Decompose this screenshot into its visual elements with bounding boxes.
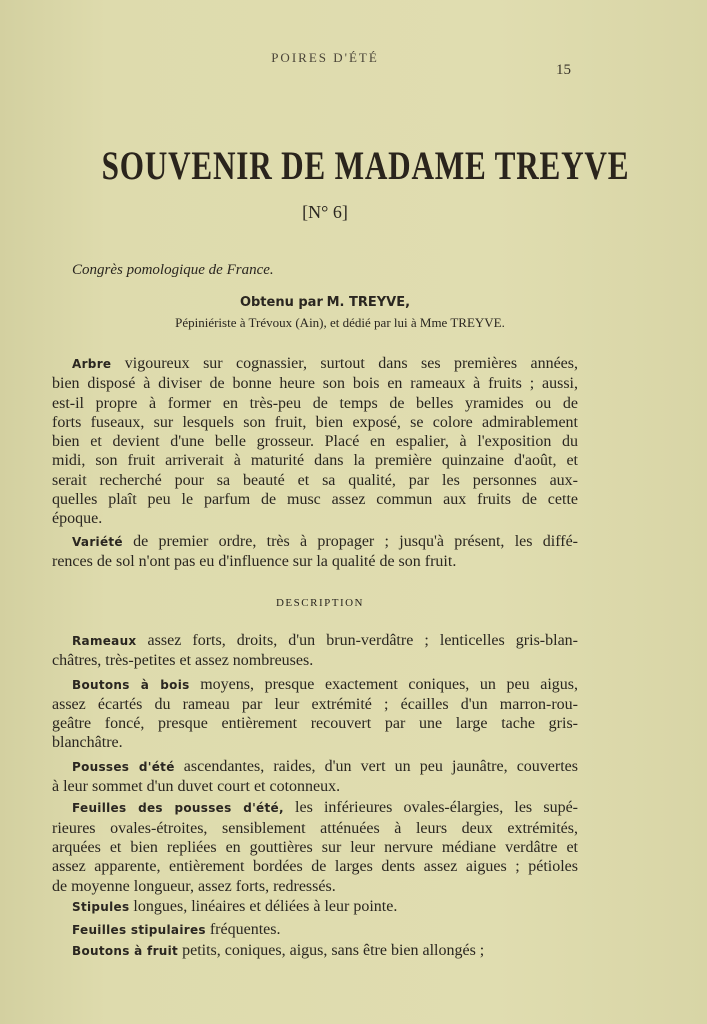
line-text: assez écartés du rameau par leur extrémité ; écailles d'un marron-rou- — [52, 695, 578, 713]
line-text: serait recherché pour sa beauté et sa qualité, par les personnes aux- — [52, 471, 578, 489]
line-text: les inférieures ovales-élargies, les supé- — [295, 799, 578, 817]
text-line — [52, 451, 578, 470]
line-text: assez apparente, entièrement bordées de larges dents assez aigues ; pétioles — [52, 858, 578, 876]
intro-section — [52, 354, 578, 574]
text-line — [52, 897, 578, 917]
lead-term: Feuilles stipulaires — [72, 923, 206, 938]
text-line — [52, 651, 578, 670]
line-text: fréquentes. — [209, 921, 281, 939]
paragraph — [52, 532, 578, 572]
text-line — [52, 920, 578, 940]
line-text: de moyenne longueur, assez forts, redressés. — [52, 877, 336, 895]
paragraph — [52, 920, 578, 940]
lead-term: Pousses d'été — [72, 759, 175, 774]
lead-term: Variété — [72, 534, 123, 549]
line-text: à leur sommet d'un duvet court et cotonneux. — [52, 778, 341, 796]
text-line — [52, 838, 578, 857]
dedication-line: Pépiniériste à Trévoux (Ain), et dédié par lui à Mme TREYVE. — [175, 315, 505, 330]
line-text: ascendantes, raides, d'un vert un peu jaunâtre, couvertes — [183, 757, 579, 775]
line-text: rieures ovales-étroites, sensiblement atténuées à leurs deux extrémités, — [52, 819, 578, 837]
source-line: Congrès pomologique de France. — [72, 262, 274, 278]
description-heading: DESCRIPTION — [275, 597, 364, 609]
line-text: geâtre foncé, presque entièrement recouvert par une large tache gris- — [52, 715, 578, 733]
running-head: POIRES D'ÉTÉ — [271, 50, 379, 65]
text-line — [52, 757, 578, 777]
paragraph — [52, 798, 578, 895]
paragraph — [52, 354, 578, 529]
obtained-prefix: Obtenu par — [239, 295, 323, 310]
description-section — [52, 631, 578, 965]
lead-term: Boutons à fruit — [72, 944, 179, 959]
text-line — [52, 413, 578, 432]
text-line — [52, 941, 578, 961]
line-text: blanchâtre. — [52, 734, 123, 752]
line-text: est-il propre à former en très-peu de temps de belles yramides ou de — [52, 394, 578, 412]
text-line — [52, 354, 578, 374]
line-text: longues, linéaires et déliées à leur pointe. — [133, 897, 398, 915]
text-line — [52, 819, 578, 838]
line-text: bien disposé à diviser de bonne heure son bois en rameaux à fruits ; aussi, — [52, 375, 578, 393]
lead-term: Boutons à bois — [72, 677, 190, 692]
paragraph — [52, 941, 578, 961]
text-line — [52, 532, 578, 552]
text-line — [52, 777, 578, 796]
text-line — [52, 695, 578, 714]
text-line — [52, 675, 578, 695]
paragraph — [52, 675, 578, 753]
text-line — [52, 733, 578, 752]
lead-term: Feuilles des pousses d'été, — [72, 801, 284, 816]
text-line — [52, 798, 578, 818]
obtained-line — [0, 294, 650, 311]
line-text: quelles plaît peu le parfum de musc assez commun aux fruits de cette — [52, 491, 578, 509]
text-line — [52, 374, 578, 393]
text-line — [52, 509, 578, 528]
line-text: châtres, très-petites et assez nombreuses. — [52, 652, 314, 670]
line-text: bien et devient d'une belle grosseur. Placé en espalier, à l'exposition du — [52, 433, 578, 451]
text-line — [52, 877, 578, 896]
paragraph — [52, 757, 578, 797]
line-text: de premier ordre, très à propager ; jusqu'à présent, les diffé- — [133, 532, 579, 550]
lead-term: Rameaux — [72, 634, 137, 648]
text-line — [52, 857, 578, 876]
paragraph — [52, 631, 578, 671]
text-line — [52, 471, 578, 490]
text-line — [52, 631, 578, 651]
text-line — [52, 714, 578, 733]
variety-number: [N° 6] — [302, 202, 348, 222]
line-text: petits, coniques, aigus, sans être bien allongés ; — [182, 942, 485, 960]
line-text: époque. — [52, 510, 103, 528]
text-line — [52, 490, 578, 509]
page-number: 15 — [556, 62, 571, 78]
text-line — [52, 432, 578, 451]
paragraph — [52, 897, 578, 917]
text-line — [52, 394, 578, 413]
text-line — [52, 552, 578, 571]
lead-term: Arbre — [72, 357, 112, 371]
line-text: moyens, presque exactement coniques, un peu aigus, — [200, 675, 579, 693]
line-text: arquées et bien repliées en gouttières sur leur nervure médiane verdâtre et — [52, 838, 578, 856]
line-text: assez forts, droits, d'un brun-verdâtre ; lenticelles gris-blan- — [147, 632, 579, 649]
obtained-by: M. TREYVE, — [326, 295, 411, 310]
line-text: forts fuseaux, sur lesquels son fruit, bien exposé, se colore admirablement — [52, 413, 578, 431]
lead-term: Stipules — [72, 899, 130, 914]
page-title: SOUVENIR DE MADAME TREYVE — [101, 143, 630, 188]
line-text: rences de sol n'ont pas eu d'influence sur la qualité de son fruit. — [52, 552, 457, 570]
line-text: midi, son fruit arriverait à maturité dans la première quinzaine d'août, et — [52, 452, 578, 470]
line-text: vigoureux sur cognassier, surtout dans ses premières années, — [124, 355, 578, 372]
